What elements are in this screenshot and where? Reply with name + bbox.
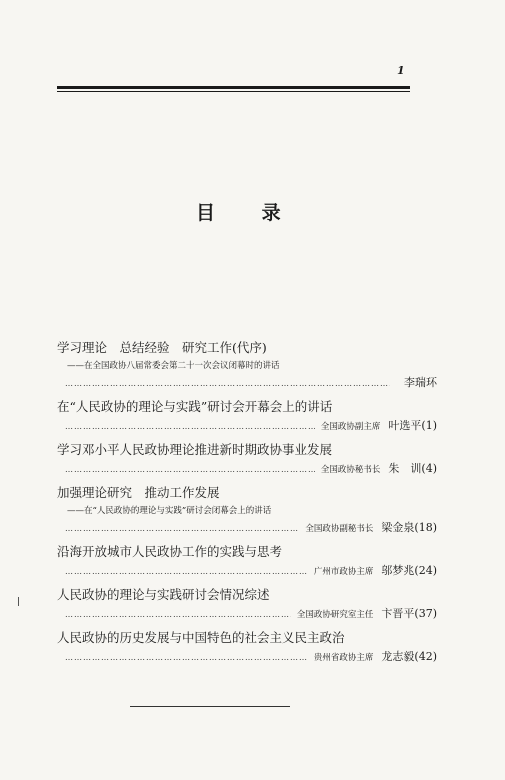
- entry-role: 全国政协秘书长: [320, 465, 381, 475]
- toc-entry: [57, 542, 437, 581]
- dot-leader: [65, 606, 291, 624]
- dot-leader: [65, 649, 308, 667]
- footer-rule: [130, 706, 290, 707]
- entry-author: 卞晋平: [381, 607, 415, 620]
- entry-role: 贵州省政协主席: [313, 653, 374, 663]
- entry-leader-line: [57, 374, 437, 393]
- entry-page: (42): [414, 650, 437, 663]
- toc-entry: [57, 585, 437, 624]
- entry-title[interactable]: 人民政协的理论与实践研讨会情况综述: [57, 587, 270, 602]
- entry-leader-line: [57, 460, 437, 479]
- entry-role: 全国政协副秘书长: [305, 524, 374, 534]
- margin-mark: [18, 597, 19, 606]
- entry-leader-line: [57, 605, 437, 624]
- entry-page: (24): [414, 564, 437, 577]
- entry-leader-line: [57, 562, 437, 581]
- header-rule-thin: [57, 91, 410, 92]
- toc-entry: [57, 628, 437, 667]
- entry-page: (4): [421, 462, 437, 475]
- page-number: 1: [397, 64, 405, 77]
- entry-page: (1): [421, 419, 437, 432]
- entry-subtitle: ——在“人民政协的理论与实践”研讨会闭幕会上的讲话: [67, 506, 272, 516]
- dot-leader: [65, 520, 299, 538]
- entry-title[interactable]: 沿海开放城市人民政协工作的实践与思考: [57, 544, 283, 559]
- toc-title: 目 录: [196, 202, 301, 224]
- header-rule-thick: [57, 86, 410, 89]
- toc-entry: [57, 338, 437, 393]
- entry-author: 朱 训: [388, 462, 422, 475]
- entry-page: (18): [414, 521, 437, 534]
- entry-author: 梁金泉: [381, 521, 415, 534]
- dot-leader: [65, 418, 315, 436]
- entry-author: 叶选平: [388, 419, 422, 432]
- toc-entry: [57, 483, 437, 538]
- dot-leader: [65, 461, 315, 479]
- toc-list: [57, 338, 437, 671]
- entry-title[interactable]: 加强理论研究 推动工作发展: [57, 485, 220, 500]
- entry-leader-line: [57, 519, 437, 538]
- entry-role: 全国政协研究室主任: [296, 610, 374, 620]
- entry-role: 广州市政协主席: [313, 567, 374, 577]
- dot-leader: [65, 563, 308, 581]
- toc-entry: [57, 440, 437, 479]
- entry-leader-line: [57, 648, 437, 667]
- entry-title[interactable]: 学习邓小平人民政协理论推进新时期政协事业发展: [57, 442, 333, 457]
- entry-title[interactable]: 学习理论 总结经验 研究工作(代序): [57, 340, 267, 355]
- toc-entry: [57, 397, 437, 436]
- entry-role: 全国政协副主席: [320, 422, 381, 432]
- entry-author: 李瑞环: [404, 376, 437, 389]
- entry-leader-line: [57, 417, 437, 436]
- entry-page: (37): [414, 607, 437, 620]
- entry-author: 邬梦兆: [381, 564, 415, 577]
- entry-author: 龙志毅: [381, 650, 415, 663]
- entry-title[interactable]: 在“人民政协的理论与实践”研讨会开幕会上的讲话: [57, 399, 333, 414]
- entry-title[interactable]: 人民政协的历史发展与中国特色的社会主义民主政治: [57, 630, 345, 645]
- entry-subtitle: ——在全国政协八届常委会第二十一次会议闭幕时的讲话: [67, 361, 280, 371]
- dot-leader: [65, 375, 390, 393]
